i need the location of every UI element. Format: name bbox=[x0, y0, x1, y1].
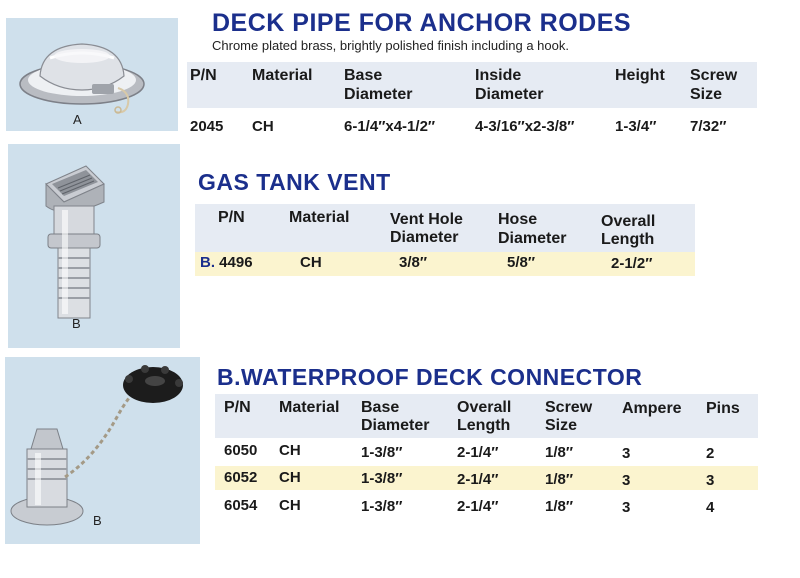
deck-pipe-subtitle: Chrome plated brass, brightly polished finish including a hook. bbox=[212, 38, 569, 53]
gas-tank-vent-header-hose-1: Hose bbox=[498, 211, 538, 228]
deck-pipe-row-inside: 4-3/16″x2-3/8″ bbox=[475, 118, 575, 135]
gas-tank-vent-header-material: Material bbox=[289, 209, 350, 226]
deck-pipe-header-screw-2: Size bbox=[690, 86, 723, 103]
deck-connector-row-1-ampere: 3 bbox=[622, 445, 631, 462]
gas-tank-vent-row-material: CH bbox=[300, 254, 322, 271]
deck-connector-row-1-overall: 2-1/4″ bbox=[457, 444, 499, 461]
deck-connector-row-1-pn: 6050 bbox=[224, 442, 258, 459]
deck-connector-row-2-base: 1-3/8″ bbox=[361, 470, 403, 487]
deck-connector-row-2-screw: 1/8″ bbox=[545, 471, 574, 488]
gas-tank-vent-header-overall-1: Overall bbox=[601, 213, 656, 230]
deck-pipe-header-base-2: Diameter bbox=[344, 86, 413, 103]
deck-connector-row-3-base: 1-3/8″ bbox=[361, 498, 403, 515]
gas-tank-vent-row-hose: 5/8″ bbox=[507, 254, 536, 271]
image-caption-c: B bbox=[93, 513, 102, 528]
deck-connector-header-base-1: Base bbox=[361, 399, 400, 416]
gas-tank-vent-header-pn: P/N bbox=[218, 209, 245, 226]
deck-connector-illustration bbox=[5, 357, 200, 544]
deck-connector-row-1-pins: 2 bbox=[706, 445, 715, 462]
deck-connector-header-pins: Pins bbox=[706, 400, 740, 417]
deck-pipe-header-height: Height bbox=[615, 67, 665, 84]
deck-connector-row-3-screw: 1/8″ bbox=[545, 498, 574, 515]
gas-tank-vent-header-hose-2: Diameter bbox=[498, 230, 567, 247]
deck-connector-header-base-2: Diameter bbox=[361, 417, 430, 434]
deck-connector-row-2-overall: 2-1/4″ bbox=[457, 471, 499, 488]
gas-tank-vent-header-vent-1: Vent Hole bbox=[390, 211, 463, 228]
deck-pipe-row-pn: 2045 bbox=[190, 118, 224, 135]
deck-pipe-row-height: 1-3/4″ bbox=[615, 118, 657, 135]
deck-connector-row-2-pins: 3 bbox=[706, 472, 715, 489]
deck-pipe-header-material: Material bbox=[252, 67, 313, 84]
gas-tank-vent-row-pn-value: 4496 bbox=[219, 254, 253, 271]
gas-tank-vent-title: GAS TANK VENT bbox=[198, 169, 391, 195]
deck-pipe-row-material: CH bbox=[252, 118, 274, 135]
deck-pipe-header-base-1: Base bbox=[344, 67, 383, 84]
deck-connector-header-pn: P/N bbox=[224, 399, 251, 416]
deck-connector-row-2-pn: 6052 bbox=[224, 469, 258, 486]
deck-connector-row-1-base: 1-3/8″ bbox=[361, 444, 403, 461]
deck-connector-row-1-material: CH bbox=[279, 442, 301, 459]
deck-pipe-header-pn: P/N bbox=[190, 67, 217, 84]
gas-tank-vent-row-vent: 3/8″ bbox=[399, 254, 428, 271]
deck-connector-header-overall-2: Length bbox=[457, 417, 511, 434]
deck-connector-row-2-ampere: 3 bbox=[622, 472, 631, 489]
image-caption-a: A bbox=[73, 112, 82, 127]
deck-connector-header-ampere: Ampere bbox=[622, 400, 682, 417]
deck-pipe-row-screw: 7/32″ bbox=[690, 118, 727, 135]
deck-connector-header-screw-1: Screw bbox=[545, 399, 593, 416]
gas-tank-vent-photo bbox=[8, 144, 180, 348]
deck-connector-title: B.WATERPROOF DECK CONNECTOR bbox=[217, 364, 643, 390]
deck-connector-row-2-material: CH bbox=[279, 469, 301, 486]
deck-connector-row-1-screw: 1/8″ bbox=[545, 444, 574, 461]
deck-connector-row-3-material: CH bbox=[279, 497, 301, 514]
deck-connector-row-3-pn: 6054 bbox=[224, 497, 258, 514]
gas-tank-vent-row-overall: 2-1/2″ bbox=[611, 255, 653, 272]
gas-tank-vent-header-overall-2: Length bbox=[601, 231, 655, 248]
gas-tank-vent-row-prefix: B. bbox=[200, 254, 215, 271]
gas-tank-vent-illustration bbox=[8, 144, 180, 348]
image-caption-b: B bbox=[72, 316, 81, 331]
gas-tank-vent-row-pn bbox=[200, 254, 253, 271]
deck-connector-row-3-ampere: 3 bbox=[622, 499, 631, 516]
deck-connector-row-3-pins: 4 bbox=[706, 499, 715, 516]
deck-connector-row-3-overall: 2-1/4″ bbox=[457, 498, 499, 515]
deck-pipe-photo bbox=[6, 18, 178, 131]
deck-pipe-header-inside-1: Inside bbox=[475, 67, 522, 84]
gas-tank-vent-header-vent-2: Diameter bbox=[390, 229, 459, 246]
deck-pipe-illustration bbox=[6, 18, 178, 131]
deck-connector-header-overall-1: Overall bbox=[457, 399, 512, 416]
deck-connector-header-screw-2: Size bbox=[545, 417, 578, 434]
deck-pipe-row-base: 6-1/4″x4-1/2″ bbox=[344, 118, 436, 135]
deck-pipe-title: DECK PIPE FOR ANCHOR RODES bbox=[212, 9, 632, 37]
deck-connector-photo bbox=[5, 357, 200, 544]
deck-pipe-header-screw-1: Screw bbox=[690, 67, 738, 84]
deck-connector-header-material: Material bbox=[279, 399, 340, 416]
deck-pipe-header-inside-2: Diameter bbox=[475, 86, 544, 103]
